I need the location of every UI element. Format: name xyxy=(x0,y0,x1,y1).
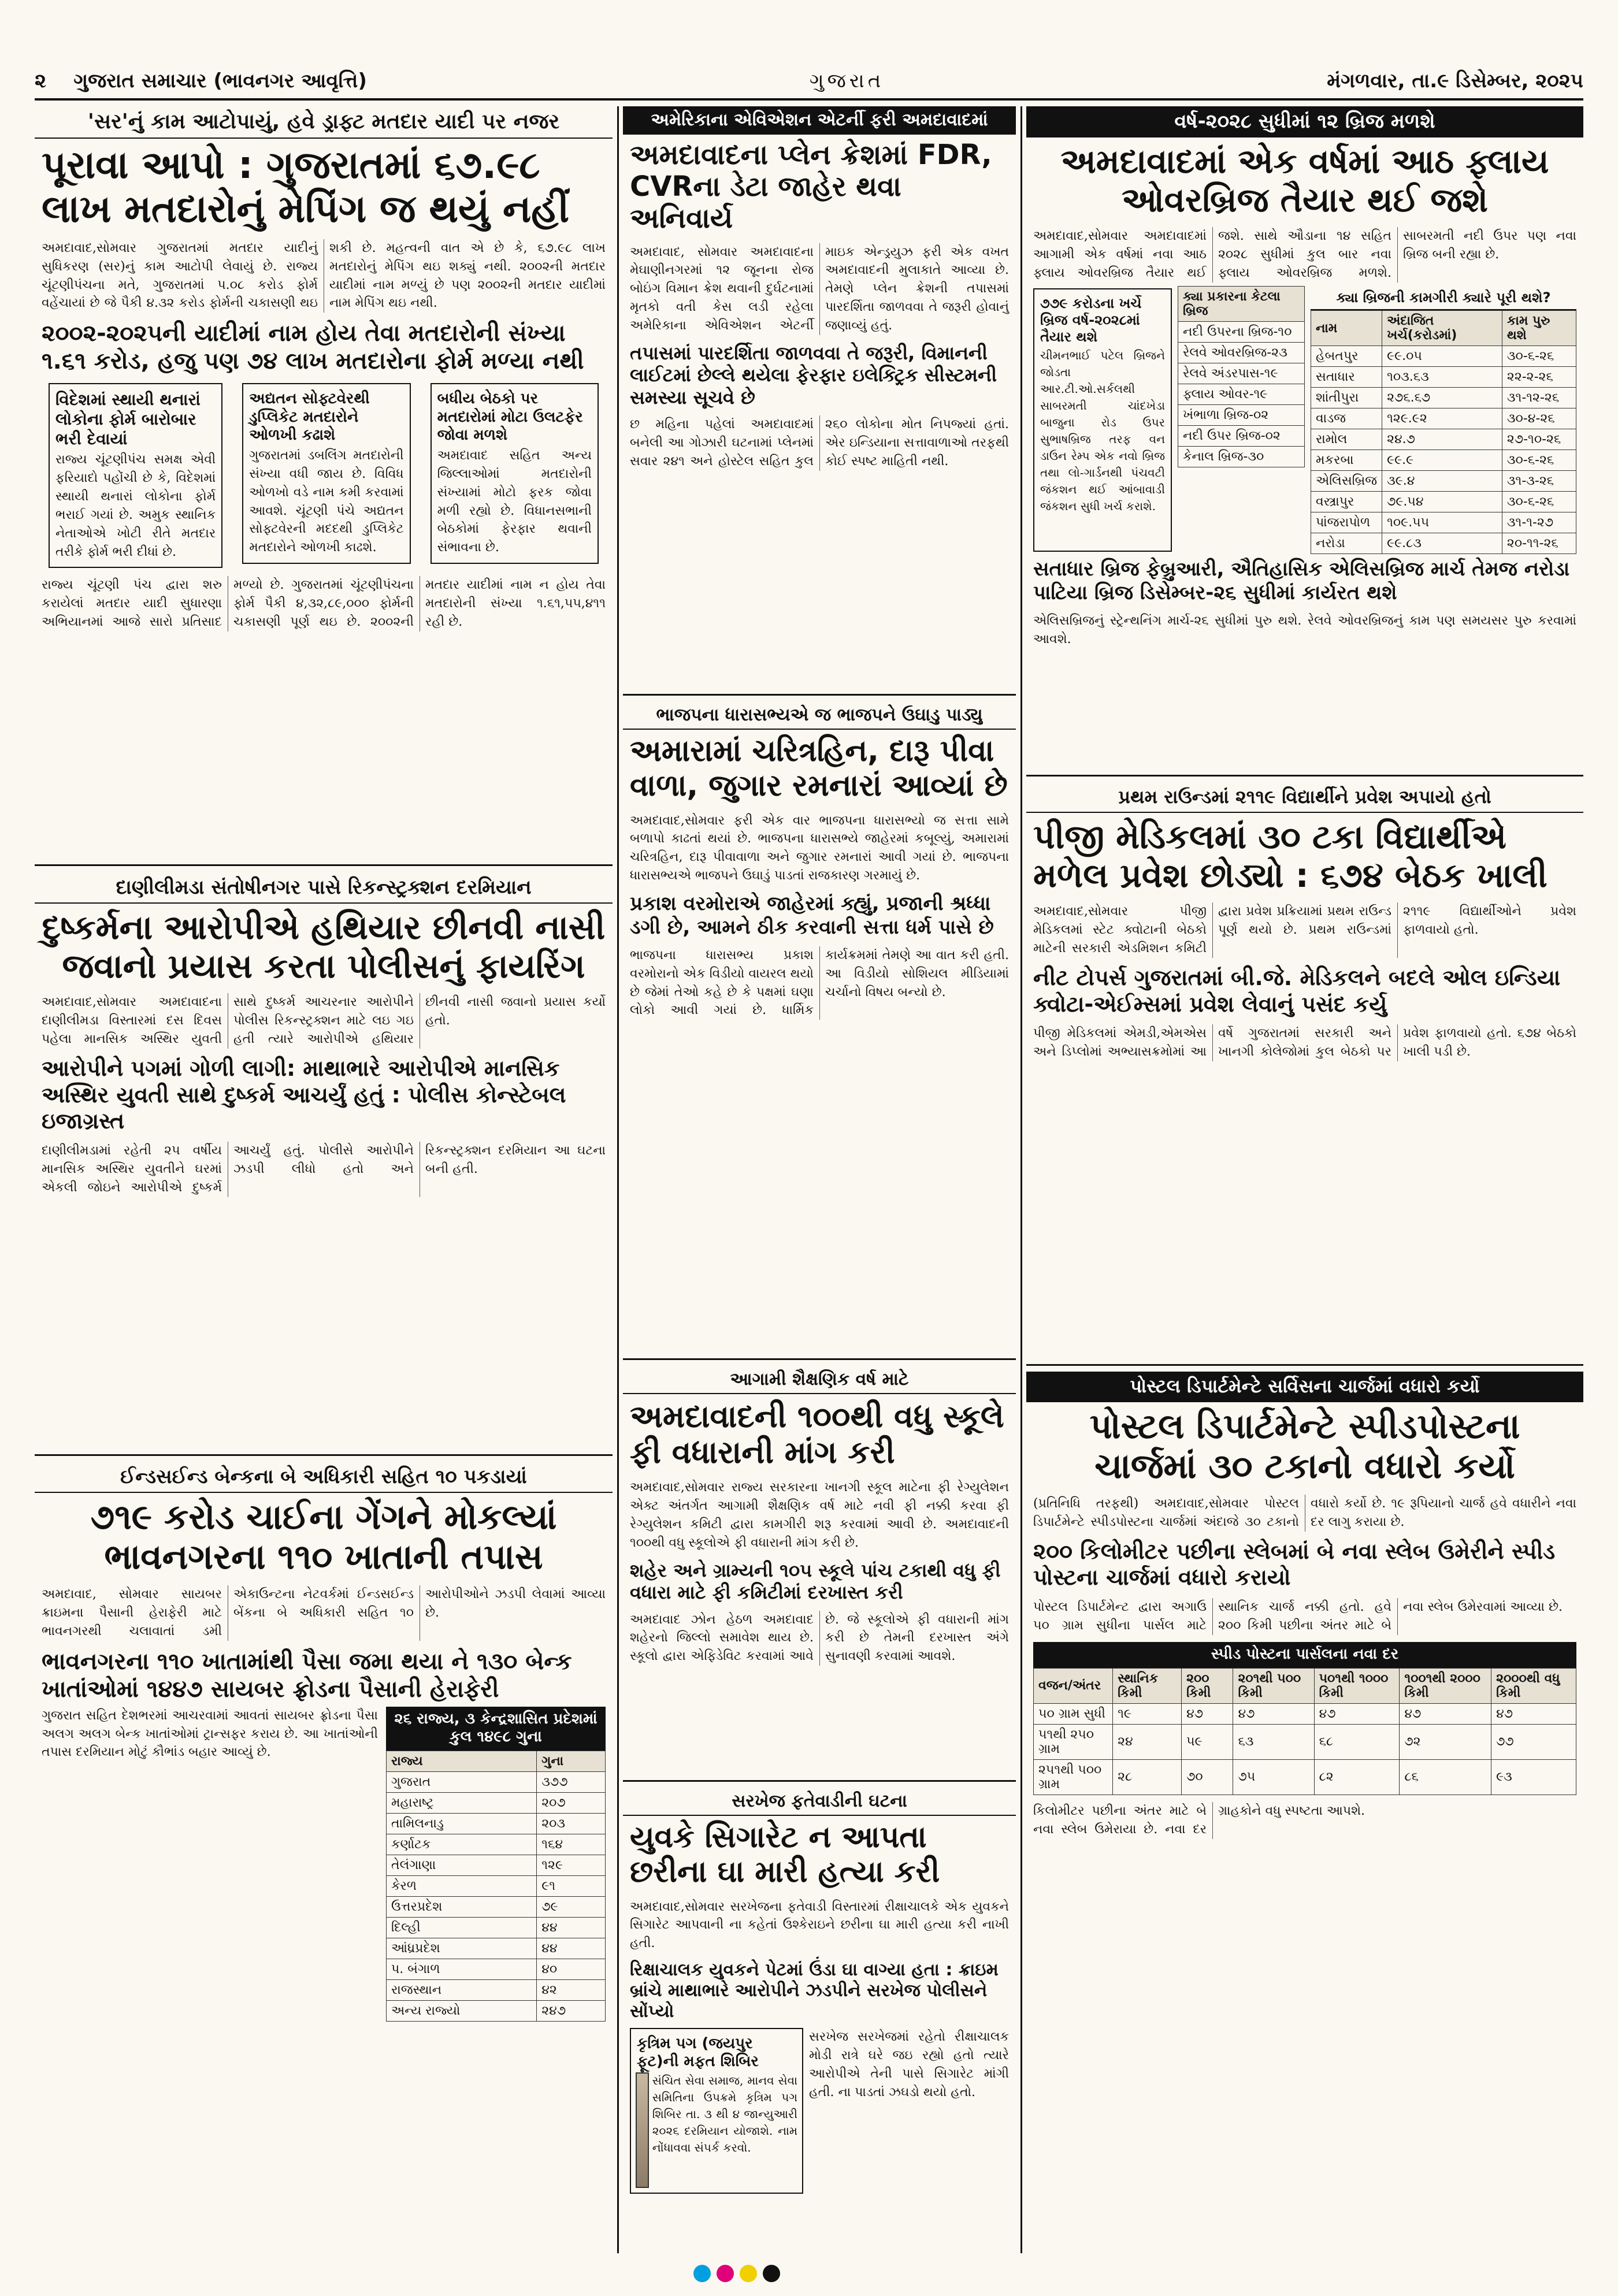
story-kicker: દાણીલીમડા સંતોષીનગર પાસે રિકન્સ્ટ્રક્શન દરમિયાન xyxy=(35,872,613,904)
story-body-2: સરખેજ સરખેજમાં રહેતો રીક્ષાચાલક મોડી રાત્રે ઘરે જઇ રહ્યો હતો ત્યારે આરોપીએ તેની પાસે સિગારેટ માંગી હતી. ના પાડતાં ઝઘડો થયો હતો. xyxy=(809,2030,1009,2100)
story-kicker: પ્રથમ રાઉન્ડમાં ૨૧૧૯ વિદ્યાર્થીને પ્રવેશ અપાયો હતો xyxy=(1026,782,1583,813)
table-header-cell: ૨૦૦ કિમી xyxy=(1182,1668,1233,1703)
table-row xyxy=(1311,492,1576,512)
table-row xyxy=(1178,363,1305,384)
table-cell: કેનાલ બ્રિજ-૩૦ xyxy=(1178,447,1305,467)
story-subhead: ૨૦૦૨-૨૦૨૫ની યાદીમાં નામ હોય તેવા મતદારોની સંખ્યા ૧.૬૧ કરોડ, હજુ પણ ૭૪ લાખ મતદારોના ફોર્મ મળ્યા નથી xyxy=(42,320,584,375)
table-cell: ૭૯ xyxy=(537,1896,606,1917)
rate-table-title: સ્પીડ પોસ્ટના પાર્સલના નવા દર xyxy=(1033,1642,1576,1668)
table-cell: ૮૨ xyxy=(1314,1759,1400,1795)
story-sir xyxy=(35,106,613,866)
table-cell: રામોલ xyxy=(1311,429,1382,450)
story-headline: અમદાવાદની ૧૦૦થી વધુ સ્કૂલે ફી વધારાની માંગ કરી xyxy=(630,1398,1004,1471)
bridge-types-table xyxy=(1178,286,1305,467)
table-row xyxy=(1311,388,1576,408)
table-cell: આંધ્રપ્રદેશ xyxy=(387,1938,537,1959)
advert-title: કૃત્રિમ પગ (જયપુર ફૂટ)ની મફત શિબિર xyxy=(637,2035,759,2071)
story-subhead: શહેર અને ગ્રામ્યની ૧૦૫ સ્કૂલે પાંચ ટકાથી વધુ ફી વધારા માટે ફી કમિટીમાં દરખાસ્ત કરી xyxy=(630,1559,1001,1604)
table-row xyxy=(1034,1703,1576,1724)
story-body: અમદાવાદ,સોમવાર ફરી એક વાર ભાજપના ધારાસભ્યો જ સત્તા સામે બળાપો કાઢતાં થયાં છે. ભાજપના ધારાસભ્યે જાહેરમાં કબૂલ્યું, અમારામાં ચરિત્રહિન, દારૂ પીવાવાળા અને જુગાર રમનારાં આવી ગયાં છે. ભાજપના ધારાસભ્યએ ભાજપને ઉઘાડું પાડતાં રાજકારણ ગરમાયું છે. xyxy=(630,813,1009,883)
table-cell: ખંભાળા બ્રિજ-૦૨ xyxy=(1178,405,1305,426)
table-cell: દિલ્હી xyxy=(387,1917,537,1938)
advert-box xyxy=(630,2028,803,2193)
table-cell: નદી ઉપર બ્રિજ-૦૨ xyxy=(1178,426,1305,447)
table-header-cell: સ્થાનિક કિમી xyxy=(1113,1668,1182,1703)
table-cell: ૭૫ xyxy=(1233,1759,1314,1795)
advert-body: સંચિત સેવા સમાજ, માનવ સેવા સમિતિના ઉપક્રમે કૃત્રિમ પગ શિબિર તા. ૩ થી ૪ જાન્યુઆરી ૨૦૨૬ દરમિયાન યોજાશે. નામ નોંધાવવા સંપર્ક કરવો. xyxy=(652,2073,797,2154)
table-header-cell: અંદાજિત ખર્ચ(કરોડમાં) xyxy=(1382,311,1502,346)
table-cell: ૬૮ xyxy=(1314,1724,1400,1759)
table-cell: ૨૫૧થી ૫૦૦ ગ્રામ xyxy=(1034,1759,1113,1795)
story-school xyxy=(623,1366,1016,1782)
masthead xyxy=(35,64,1583,101)
table-cell: ૭૯.૫૪ xyxy=(1382,492,1502,512)
table-cell: કેરળ xyxy=(387,1875,537,1896)
issue-date: મંગળવાર, તા.૯ ડિસેમ્બર, ૨૦૨૫ xyxy=(1327,69,1583,92)
story-headline: ૭૧૯ કરોડ ચાઈના ગેંગને મોકલ્યાં ભાવનગરના ૧૧૦ ખાતાની તપાસ xyxy=(90,1497,557,1577)
table-cell: ૪૭ xyxy=(1491,1703,1576,1724)
table-cell: રાજસ્થાન xyxy=(387,1979,537,2000)
story-subhead: રિક્ષાચાલક યુવકને પેટમાં ઉંડા ઘા વાગ્યા હતા : ક્રાઇમ બ્રાંચે માથાભારે આરોપીને ઝડપીને સરખેજ પોલીસને સોંપ્યો xyxy=(630,1960,999,2022)
table-cell: ૪૪ xyxy=(537,1917,606,1938)
table-cell: ૧૦૯.૫૫ xyxy=(1382,512,1502,533)
table-cell: ૨૪ xyxy=(1113,1724,1182,1759)
bridge-schedule-table xyxy=(1311,310,1576,554)
story-body: અમદાવાદ,સોમવાર પીજી મેડિકલમાં સ્ટેટ ક્વોટાની બેઠકો માટેની સરકારી એડમિશન કમિટી દ્વારા પ્રવેશ પ્રક્રિયામાં પ્રથમ રાઉન્ડ પૂર્ણ થયો છે. પ્રથમ રાઉન્ડમાં ૨૧૧૯ વિદ્યાર્થીઓને પ્રવેશ ફાળવાયો હતો. xyxy=(1033,904,1576,956)
table-row xyxy=(1034,1724,1576,1759)
table-cell: ૭૨ xyxy=(1400,1724,1491,1759)
story-body-2: ગુજરાત સહિત દેશભરમાં આચરવામાં આવતાં સાયબર ફ્રોડના પૈસા અલગ અલગ બેન્ક ખાતાંઓમાં ટ્રાન્સફર કરાય છે. આ ખાતાંઓની તપાસ દરમિયાન મોટું કૌભાંડ બહાર આવ્યું છે. xyxy=(42,1708,378,1760)
story-body-2: દાણીલીમડામાં રહેતી ૨૫ વર્ષીય માનસિક અસ્થિર યુવતીને ઘરમાં એકલી જોઇને આરોપીએ દુષ્કર્મ આચર્યું હતું. પોલીસે આરોપીને ઝડપી લીધો હતો અને રિકન્સ્ટ્રક્શન દરમિયાન આ ઘટના બની હતી. xyxy=(42,1143,606,1195)
registration-mark xyxy=(763,2265,780,2282)
table-cell: ૩૦-૬-૨૬ xyxy=(1502,346,1576,367)
story-body: અમદાવાદ,સોમવાર રાજ્ય સરકારના ખાનગી સ્કૂલ માટેના ફી રેગ્યુલેશન એક્ટ અંતર્ગત આગામી શૈક્ષણિક વર્ષ માટે નવી ફી નક્કી કરવા ફી રેગ્યુલેશન કમિટી દ્વારા કામગીરી શરૂ કરવામાં આવી છે. અમદાવાદની ૧૦૦થી વધુ સ્કૂલોએ ફી વધારાની માંગ કરી છે. xyxy=(630,1480,1009,1550)
table-cell: ૧૯ xyxy=(1113,1703,1182,1724)
table-cell: તેલંગાણા xyxy=(387,1855,537,1875)
story-body-2: રાજ્ય ચૂંટણી પંચ દ્વારા શરુ કરાયેલાં મતદાર યાદી સુધારણા અભિયાનમાં આજે સારો પ્રતિસાદ મળ્યો છે. ગુજરાતમાં ચૂંટણીપંચના ફોર્મ પૈકી ૪,૩૨,૮૯,૦૦૦ ફોર્મની ચકાસણી પૂર્ણ થઇ છે. ૨૦૦૨ની મતદાર યાદીમાં નામ ન હોય તેવા મતદારોની સંખ્યા ૧.૬૧,૫૫,૪૧૧ રહી છે. xyxy=(42,578,606,630)
table-header-cell: ક્યા પ્રકારના કેટલા બ્રિજ xyxy=(1178,287,1305,322)
crime-table xyxy=(386,1751,606,2022)
table-cell: ૪૭ xyxy=(1233,1703,1314,1724)
story-subhead: નીટ ટોપર્સ ગુજરાતમાં બી.જે. મેડિકલને બદલે ઓલ ઇન્ડિયા ક્વોટા-એઈમ્સમાં પ્રવેશ લેવાનું પસંદ કર્યુ xyxy=(1033,965,1561,1017)
story-postal xyxy=(1026,1372,1583,2253)
table-row xyxy=(1311,533,1576,554)
table-row xyxy=(387,1834,606,1855)
table-cell: ૩૧-૧૨-૨૬ xyxy=(1502,388,1576,408)
table-cell: નદી ઉપરના બ્રિજ-૧૦ xyxy=(1178,322,1305,343)
table-row xyxy=(1311,367,1576,388)
page-number: ૨ xyxy=(35,69,46,92)
table-row xyxy=(1311,512,1576,533)
table-cell: ૯૯.૮૩ xyxy=(1382,533,1502,554)
table-cell: ૨૦૭ xyxy=(537,1792,606,1813)
sidebar2-body: અમદાવાદ સહિત અન્ય જિલ્લાઓમાં મતદારોની સંખ્યામાં મોટો ફરક જોવા મળી રહ્યો છે. વિધાનસભાની બેઠકોમાં ફેરફાર થવાની સંભાવના છે. xyxy=(437,448,592,555)
story-body-2: છ મહિના પહેલાં અમદાવાદમાં બનેલી આ ગોઝારી ઘટનામાં પ્લેનમાં સવાર ૨૪૧ અને હોસ્ટેલ સહિત કુલ ૨૬૦ લોકોના મોત નિપજ્યાં હતાં. એર ઇન્ડિયાના સત્તાવાળાઓ તરફથી કોઈ સ્પષ્ટ માહિતી નથી. xyxy=(630,417,1009,469)
table-cell: ૨૮ xyxy=(1113,1759,1182,1795)
table-cell: એલિસબ્રિજ xyxy=(1311,471,1382,492)
box-body: ગુજરાતમાં ડબલિંગ મતદારોની સંખ્યા વધી જાય છે. વિવિધ ઓળખો વડે નામ કમી કરવામાં આવશે. ચૂંટણી પંચે અદ્યતન સોફ્ટવેરની મદદથી ડુપ્લિકેટ મતદારોને ઓળખી કાઢશે. xyxy=(249,448,404,555)
table-cell: નરોડા xyxy=(1311,533,1382,554)
table-cell: ૩૯.૪ xyxy=(1382,471,1502,492)
story-body: અમદાવાદ,સોમવાર ગુજરાતમાં મતદાર યાદીનું સુધિકરણ (સર)નું કામ આટોપી લેવાયું છે. રાજ્ય ચૂંટણીપંચના મતે, ગુજરાતમાં પ.૦૮ કરોડ ફોર્મ વહેંચાયાં છે જે પૈકી ૪.૩૨ કરોડ ફોર્મની ચકાસણી થઇ શકી છે. મહત્વની વાત એ છે કે, ૬૭.૯૮ લાખ મતદારોનું મેપિંગ થઇ શક્યું નથી. ૨૦૦૨ની મતદાર યાદીમાં નામ મળ્યું છે પણ ૨૦૦૨ની મતદાર યાદીમાં નામ મેપિંગ થઇ નથી. xyxy=(42,240,606,311)
table-cell: રેલવે ઓવરબ્રિજ-૨૩ xyxy=(1178,343,1305,363)
table-cell: ૨૦-૧૧-૨૬ xyxy=(1502,533,1576,554)
table-row xyxy=(387,1959,606,1979)
story-subhead: પ્રકાશ વરમોરાએ જાહેરમાં ક્હ્યું, પ્રજાની શ્રધ્ધા ડગી છે, આમને ઠીક કરવાની સત્તા ધર્મ પાસે છે xyxy=(630,892,994,939)
story-headline: અમદાવાદના પ્લેન ક્રેશમાં FDR, CVRના ડેટા જાહેર થવા અનિવાર્ય xyxy=(630,139,992,235)
table-cell: શાંતીપુરા xyxy=(1311,388,1382,408)
story-kicker: સરખેજ ફતેવાડીની ઘટના xyxy=(623,1788,1016,1816)
table-cell: ૧૬૪ xyxy=(537,1834,606,1855)
story-body-2: ભાજપના ધારાસભ્ય પ્રકાશ વરમોરાનો એક વિડીયો વાયરલ થયો છે જેમાં તેઓ કહે છે કે પક્ષમાં ઘણા લોકો આવી ગયાં છે. ધાર્મિક કાર્યક્રમમાં તેમણે આ વાત કરી હતી. આ વિડીયો સોશિયલ મીડિયામાં ચર્ચાનો વિષય બન્યો છે. xyxy=(630,948,1009,1018)
story-bridge xyxy=(1026,106,1583,777)
table-row xyxy=(1178,426,1305,447)
table-cell: ૧૦૩.૬૩ xyxy=(1382,367,1502,388)
table-row xyxy=(387,1792,606,1813)
masthead-paper xyxy=(35,69,367,92)
table-header-cell: ૨૦૦૦થી વધુ કિમી xyxy=(1491,1668,1576,1703)
story-kicker: 'સર'નું કામ આટોપાયું, હવે ડ્રાફ્ટ મતદાર યાદી પર નજર xyxy=(35,106,613,139)
registration-mark xyxy=(740,2265,757,2282)
story-body: અમદાવાદ, સોમવાર અમદાવાદના મેઘાણીનગરમાં ૧૨ જૂનના રોજ બોઇંગ વિમાન ક્રેશ થવાની દુર્ઘટનામાં મૃતકો વતી કેસ લડી રહેલા અમેરિકાના એવિએશન એટર્ની માઇક એન્ડ્રયુઝ ફરી એક વખત અમદાવાદની મુલાકાતે આવ્યા છે. તેમણે પ્લેન ક્રેશની તપાસમાં પારદર્શિતા જાળવવા તે જરૂરી હોવાનું જણાવ્યું હતું. xyxy=(630,244,1009,333)
table-cell: સતાધાર xyxy=(1311,367,1382,388)
table-row xyxy=(1178,343,1305,363)
story-body-3: કિલોમીટર પછીના અંતર માટે બે નવા સ્લેબ ઉમેરાયા છે. નવા દર ગ્રાહકોને વધુ સ્પષ્ટતા આપશે. xyxy=(1033,1803,1365,1837)
table-row xyxy=(387,1813,606,1834)
story-body: અમદાવાદ,સોમવાર અમદાવાદમાં આગામી એક વર્ષમાં નવા આઠ ફ્લાય ઓવરબ્રિજ તૈયાર થઈ જશે. સાથે ઔડાના ૧૪ સહિત ૨૦૨૮ સુધીમાં કુલ બાર નવા ફ્લાય ઓવરબ્રિજ મળશે. સાબરમતી નદી ઉપર પણ નવા બ્રિજ બની રહ્યા છે. xyxy=(1033,229,1576,281)
table-header-cell: રાજ્ય xyxy=(387,1751,537,1771)
table-cell: ૯૩ xyxy=(1491,1759,1576,1795)
story-headline: યુવકે સિગારેટ ન આપતા છરીના ઘા મારી હત્યા કરી xyxy=(630,1820,940,1889)
table-header-cell: ૫૦૧થી ૧૦૦૦ કિમી xyxy=(1314,1668,1400,1703)
table-cell: ૩૧-૧-૨૭ xyxy=(1502,512,1576,533)
story-headline: અમારામાં ચરિત્રહિન, દારૂ પીવા વાળા, જુગાર રમનારાં આવ્યાં છે xyxy=(630,734,1008,803)
story-headline: પોસ્ટલ ડિપાર્ટમેન્ટે સ્પીડપોસ્ટના ચાર્જમાં ૩૦ ટકાનો વધારો કર્યો xyxy=(1089,1406,1520,1487)
table-cell: અન્ય રાજ્યો xyxy=(387,2000,537,2021)
table-row xyxy=(387,1875,606,1896)
table-cell: ૭૦ xyxy=(1182,1759,1233,1795)
table-row xyxy=(1311,346,1576,367)
table-cell: ૨૭-૧૦-૨૬ xyxy=(1502,429,1576,450)
table-row xyxy=(1178,384,1305,405)
table-cell: ૪૭ xyxy=(1400,1703,1491,1724)
table-row xyxy=(387,1938,606,1959)
box-title: ૭૭૯ કરોડના ખર્ચે બ્રિજ વર્ષ-૨૦૨૮માં તૈયાર થશે xyxy=(1040,295,1142,345)
story-kicker: ભાજપના ધારાસભ્યએ જ ભાજપને ઉઘાડુ પાડ્યુ xyxy=(623,701,1016,730)
table-cell: મકરબા xyxy=(1311,450,1382,471)
story-bjp xyxy=(623,701,1016,1360)
story-subhead: તપાસમાં પારદર્શિતા જાળવવા તે જરૂરી, વિમાનની લાઈટમાં છેલ્લે થયેલા ફેરફાર ઇલેક્ટ્રિક સીસ્ટમની સમસ્યા સૂચવે છે xyxy=(630,342,997,408)
bridge-schedule-title: ક્યા બ્રિજની કામગીરી ક્યારે પૂરી થશે? xyxy=(1311,286,1576,310)
table-cell: ૯૯.૦૫ xyxy=(1382,346,1502,367)
table-cell: કર્ણાટક xyxy=(387,1834,537,1855)
story-kicker: વર્ષ-૨૦૨૮ સુધીમાં ૧૨ બ્રિજ મળશે xyxy=(1026,106,1583,138)
table-row xyxy=(1311,471,1576,492)
table-cell: ૨૦૩ xyxy=(537,1813,606,1834)
table-header-cell: કામ પુરુ થશે xyxy=(1502,311,1576,346)
story-air xyxy=(623,106,1016,696)
table-cell: ઉત્તરપ્રદેશ xyxy=(387,1896,537,1917)
story-medical xyxy=(1026,782,1583,1366)
table-cell: ૨૪૭ xyxy=(537,2000,606,2021)
table-row xyxy=(387,1917,606,1938)
story-headline: અમદાવાદમાં એક વર્ષમાં આઠ ફ્લાય ઓવરબ્રિજ તૈયાર થઈ જશે xyxy=(1060,142,1549,220)
table-cell: ૩૦-૪-૨૬ xyxy=(1502,408,1576,429)
table-cell: ૨૭૬.૬૭ xyxy=(1382,388,1502,408)
box-title: અદ્યતન સોફ્ટવેરથી ડુપ્લિકેટ મતદારોને ઓળખી કઢાશે xyxy=(249,390,370,444)
story-subhead: સતાધાર બ્રિજ ફેબ્રુઆરી, ઐતિહાસિક એલિસબ્રિજ માર્ચ તેમજ નરોડા પાટિયા બ્રિજ ડિસેમ્બર-૨૬ સુધીમાં કાર્યરત થશે xyxy=(1033,558,1570,604)
table-row xyxy=(387,1855,606,1875)
table-cell: રેલવે અંડરપાસ-૧૯ xyxy=(1178,363,1305,384)
table-row xyxy=(1034,1759,1576,1795)
story-body-2: પીજી મેડિકલમાં એમડી,એમએસ અને ડિપ્લોમાં અભ્યાસક્રમોમાં આ વર્ષે ગુજરાતમાં સરકારી અને ખાનગી કોલેજોમાં કુલ બેઠકો પર પ્રવેશ ફાળવાયો હતો. ૬૭૪ બેઠકો ખાલી પડી છે. xyxy=(1033,1026,1576,1060)
registration-mark xyxy=(717,2265,734,2282)
table-cell: હેબતપુર xyxy=(1311,346,1382,367)
sidebar-title: વિદેશમાં સ્થાયી થનારાં લોકોના ફોર્મ બારોબાર ભરી દેવાયાં xyxy=(55,390,201,448)
cost-box xyxy=(1033,288,1172,552)
story-body: (પ્રતિનિધિ તરફથી) અમદાવાદ,સોમવાર પોસ્ટલ ડિપાર્ટમેન્ટે સ્પીડપોસ્ટના ચાર્જમાં અંદાજે ૩૦ ટકાનો વધારો કર્યો છે. ૧૯ રૂપિયાનો ચાર્જ હવે વધારીને નવા દર લાગુ કરાયા છે. xyxy=(1033,1496,1576,1529)
speedpost-rate-table xyxy=(1033,1668,1576,1795)
story-subhead: આરોપીને પગમાં ગોળી લાગી: માથાભારે આરોપીએ માનસિક અસ્થિર યુવતી સાથે દુષ્કર્મ આચર્યું હતું : પોલીસ કોન્સ્ટેબલ ઇજાગ્રસ્ત xyxy=(42,1056,566,1134)
table-cell: ૪૭ xyxy=(1182,1703,1233,1724)
table-header-cell: ગુના xyxy=(537,1751,606,1771)
story-subhead: ૨૦૦ કિલોમીટર પછીના સ્લેબમાં બે નવા સ્લેબ ઉમેરીને સ્પીડ પોસ્ટના ચાર્જમાં વધારો કરાયો xyxy=(1033,1538,1556,1591)
table-cell: ૭૭ xyxy=(1491,1724,1576,1759)
story-body: અમદાવાદ,સોમવાર અમદાવાદના દાણીલીમડા વિસ્તારમાં દસ દિવસ પહેલા માનસિક અસ્થિર યુવતી સાથે દુષ્કર્મ આચરનાર આરોપીને પોલીસ રિકન્સ્ટ્રક્શન માટે લઇ ગઇ હતી ત્યારે આરોપીએ હથિયાર છીનવી નાસી જવાનો પ્રયાસ કર્યો હતો. xyxy=(42,995,606,1047)
table-row xyxy=(1178,447,1305,467)
story-kicker: ઈન્ડસઈન્ડ બેન્કના બે અધિકારી સહિત ૧૦ પકડાયાં xyxy=(35,1462,613,1493)
table-cell: પ. બંગાળ xyxy=(387,1959,537,1979)
table-cell: ૩૦-૬-૨૬ xyxy=(1502,450,1576,471)
story-body-2: એલિસબ્રિજનું સ્ટ્રેન્થનિંગ માર્ચ-૨૬ સુધીમાં પુરુ થશે. રેલવે ઓવરબ્રિજનું કામ પણ સમયસર પુરુ કરવામાં આવશે. xyxy=(1033,613,1576,647)
sidebar-body: રાજ્ય ચૂંટણીપંચ સમક્ષ એવી ફરિયાદો પહોંચી છે કે, વિદેશમાં સ્થાયી થનારાં લોકોના ફોર્મ ભરાઈ ગયાં છે. અમુક સ્થાનિક નેતાઓએ ખોટી રીતે મતદાર તરીકે ફોર્મ ભરી દીધાં છે. xyxy=(55,452,216,559)
table-cell: ફ્લાય ઓવર-૧૯ xyxy=(1178,384,1305,405)
table-cell: ૫૧થી ૨૫૦ ગ્રામ xyxy=(1034,1724,1113,1759)
box-body: ચીમનભાઈ પટેલ બ્રિજને જોડતા આર.ટી.ઓ.સર્કલથી સાબરમતી ચાંદખેડા બાજુના રોડ ઉપર સુભાષબ્રિજ તરફ વન ડાઉન રેમ્પ એક નવો બ્રિજ તથા લો-ગાર્ડનથી પંચવટી જંકશન થઈ આંબાવાડી જંકશન સુધી ખર્ચ કરાશે. xyxy=(1040,348,1165,514)
table-cell: વસ્ત્રાપુર xyxy=(1311,492,1382,512)
table-cell: ૪૦ xyxy=(537,1959,606,1979)
table-cell: ૪૭ xyxy=(1314,1703,1400,1724)
table-cell: ૯૯.૯ xyxy=(1382,450,1502,471)
table-row xyxy=(387,1979,606,2000)
table-row xyxy=(1311,408,1576,429)
table-cell: ૪૨ xyxy=(537,1979,606,2000)
section-name: ગુજરાત xyxy=(809,69,885,92)
table-cell: ૯૧ xyxy=(537,1875,606,1896)
story-murder xyxy=(623,1788,1016,2253)
paper-name: ગુજરાત સમાચાર (ભાવનગર આવૃત્તિ) xyxy=(73,69,367,92)
story-subhead: ભાવનગરના ૧૧૦ ખાતામાંથી પૈસા જમા થયા ને ૧૩૦ બેન્ક ખાતાંઓમાં ૧૪૪૭ સાયબર ફ્રોડના પૈસાની હેરાફેરી xyxy=(42,1648,572,1703)
table-cell: ૩૦-૬-૨૬ xyxy=(1502,492,1576,512)
table-row xyxy=(387,1896,606,1917)
story-body-2: અમદાવાદ ઝોન હેઠળ અમદાવાદ શહેરનો જિલ્લો સમાવેશ થાય છે. સ્કૂલો દ્વારા એફિડેવિટ કરવામાં આવે છે. જે સ્કૂલોએ ફી વધારાની માંગ કરી છે તેમની દરખાસ્ત અંગે સુનાવણી કરવામાં આવશે. xyxy=(630,1612,1009,1664)
table-cell: મહારાષ્ટ્ર xyxy=(387,1792,537,1813)
story-headline: દુષ્કર્મના આરોપીએ હથિયાર છીનવી નાસી જવાનો પ્રયાસ કરતા પોલીસનું ફાયરિંગ xyxy=(42,908,606,986)
story-cyber xyxy=(35,1462,613,2253)
table-row xyxy=(387,1771,606,1792)
table-cell: ૫૦ ગ્રામ સુધી xyxy=(1034,1703,1113,1724)
table-cell: ૧૨૯ xyxy=(537,1855,606,1875)
table-cell: ગુજરાત xyxy=(387,1771,537,1792)
table-cell: ૧૨૯.૯૨ xyxy=(1382,408,1502,429)
table-row xyxy=(1311,450,1576,471)
crime-table-title: ૨૬ રાજ્ય, ૩ કેન્દ્રશાસિત પ્રદેશમાં કુલ ૧૪૯૮ ગુના xyxy=(386,1707,606,1751)
story-headline: પૂરાવા આપો : ગુજરાતમાં ૬૭.૯૮ લાખ મતદારોનું મેપિંગ જ થયું નહીં xyxy=(42,143,570,231)
table-cell: ૨૨-૨-૨૬ xyxy=(1502,367,1576,388)
table-row xyxy=(1178,405,1305,426)
table-header-cell: નામ xyxy=(1311,311,1382,346)
story-firing xyxy=(35,872,613,1456)
table-cell: તામિલનાડુ xyxy=(387,1813,537,1834)
table-header-cell: વજન/અંતર xyxy=(1034,1668,1113,1703)
table-cell: ૮૬ xyxy=(1400,1759,1491,1795)
table-cell: ૪૪ xyxy=(537,1938,606,1959)
table-header-cell: ૨૦૧થી ૫૦૦ કિમી xyxy=(1233,1668,1314,1703)
sidebar2-title: બધીય બેઠકો પર મતદારોમાં મોટા ઉલટફેર જોવા મળશે xyxy=(437,390,583,444)
table-header-cell: ૧૦૦૧થી ૨૦૦૦ કિમી xyxy=(1400,1668,1491,1703)
prosthetic-leg-image xyxy=(636,2072,649,2188)
story-body: અમદાવાદ,સોમવાર સરખેજના ફતેવાડી વિસ્તારમાં રીક્ષાચાલકે એક યુવકને સિગારેટ આપવાની ના કહેતાં ઉશ્કેરાઇને છરીના ઘા મારી હત્યા કરી નાખી હતી. xyxy=(630,1899,1009,1951)
table-cell: ૩૭૭ xyxy=(537,1771,606,1792)
story-kicker: પોસ્ટલ ડિપાર્ટમેન્ટે સર્વિસના ચાર્જમાં વધારો કર્યો xyxy=(1026,1372,1583,1402)
table-row xyxy=(1178,322,1305,343)
table-cell: પાંજરાપોળ xyxy=(1311,512,1382,533)
table-row xyxy=(387,2000,606,2021)
registration-mark xyxy=(693,2265,711,2282)
story-headline: પીજી મેડિકલમાં ૩૦ ટકા વિદ્યાર્થીએ મળેલ પ્રવેશ છોડ્યો : ૬૭૪ બેઠક ખાલી xyxy=(1033,817,1548,895)
table-cell: ૬૩ xyxy=(1233,1724,1314,1759)
table-row xyxy=(1311,429,1576,450)
table-cell: વાડજ xyxy=(1311,408,1382,429)
story-body-2: પોસ્ટલ ડિપાર્ટમેન્ટ દ્વારા અગાઉ ૫૦ ગ્રામ સુધીના પાર્સલ માટે સ્થાનિક ચાર્જ નક્કી હતો. હવે ૨૦૦ કિમી પછીના અંતર માટે બે નવા સ્લેબ ઉમેરવામાં આવ્યા છે. xyxy=(1033,1599,1563,1633)
story-kicker: અમેરિકાના એવિએશન એટર્ની ફરી અમદાવાદમાં xyxy=(623,106,1016,135)
story-kicker: આગામી શૈક્ષણિક વર્ષ માટે xyxy=(623,1366,1016,1394)
story-body: અમદાવાદ, સોમવાર સાયબર ક્રાઇમના પૈસાની હેરાફેરી માટે ભાવનગરથી ચલાવાતાં ડમી એકાઉન્ટના નેટવર્કમાં ઈન્ડસઈન્ડ બેંકના બે અધિકારી સહિત ૧૦ આરોપીઓને ઝડપી લેવામાં આવ્યા છે. xyxy=(42,1587,606,1639)
table-cell: ૨૪.૭ xyxy=(1382,429,1502,450)
table-cell: ૫૯ xyxy=(1182,1724,1233,1759)
table-cell: ૩૧-૩-૨૬ xyxy=(1502,471,1576,492)
